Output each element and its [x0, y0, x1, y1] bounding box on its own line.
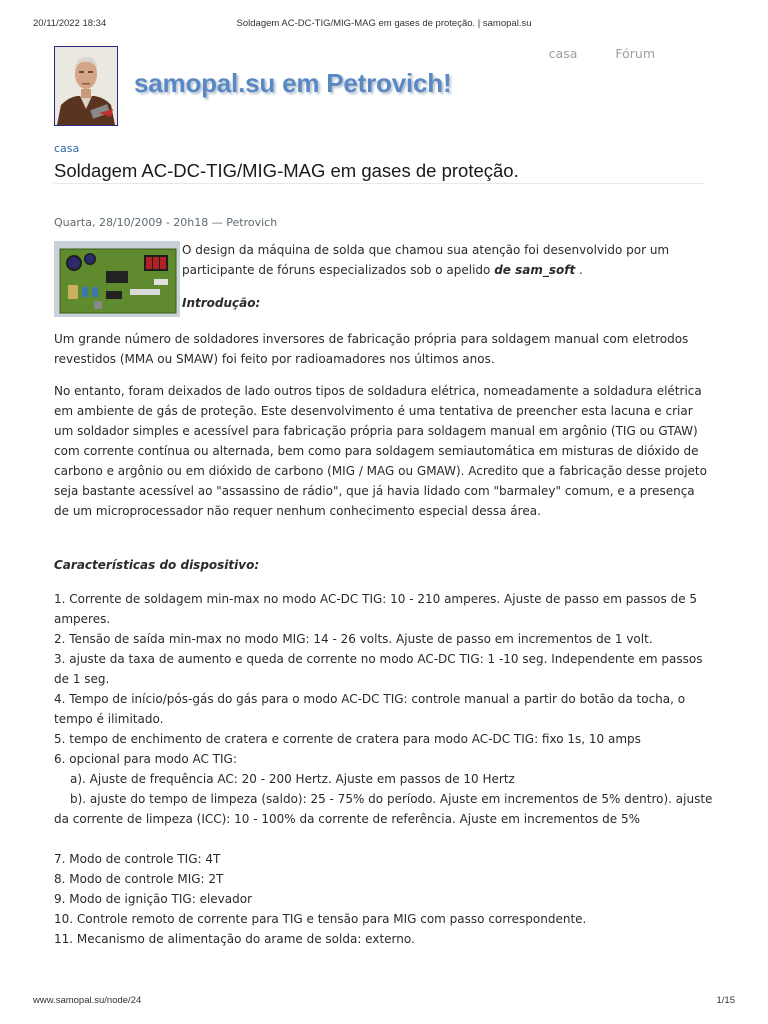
- page-number: 1/15: [716, 995, 735, 1006]
- features-list: [54, 589, 714, 949]
- list-item: 8. Modo de controle MIG: 2T: [54, 872, 224, 886]
- list-item: 5. tempo de enchimento de cratera e corrente de cratera para modo AC-DC TIG: fixo 1s, 10 amps: [54, 732, 641, 746]
- list-item: 7. Modo de controle TIG: 4T: [54, 852, 221, 866]
- breadcrumb[interactable]: casa: [54, 142, 80, 155]
- body-paragraph-1: Um grande número de soldadores inversores de fabricação própria para soldagem manual com eletrodos revestidos (MMA ou SMAW) foi feito por radioamadores nos últimos anos.: [54, 332, 689, 366]
- intro-text: O design da máquina de solda que chamou sua atenção foi desenvolvido por um participante de fóruns especializados sob o apelido: [182, 243, 670, 277]
- list-subitem-a: a). Ajuste de frequência AC: 20 - 200 Hertz. Ajuste em passos de 10 Hertz: [70, 772, 515, 786]
- page-title: Soldagem AC-DC-TIG/MIG-MAG em gases de proteção.: [54, 160, 519, 181]
- author-nickname: de sam_soft: [494, 263, 576, 277]
- site-logo-photo[interactable]: [54, 46, 118, 126]
- list-item: 4. Tempo de início/pós-gás do gás para o modo AC-DC TIG: controle manual a partir do botão da tocha, o tempo é ilimitado.: [54, 692, 686, 726]
- list-item: 6. opcional para modo AC TIG:: [54, 752, 237, 766]
- print-doc-title: Soldagem AC-DC-TIG/MIG-MAG em gases de proteção. | samopal.su: [236, 18, 532, 29]
- list-item: 3. ajuste da taxa de aumento e queda de corrente no modo AC-DC TIG: 1 -10 seg. Independente em passos de 1 seg.: [54, 652, 703, 686]
- site-name[interactable]: samopal.su em Petrovich!: [134, 68, 452, 98]
- list-subitem-b: b). ajuste do tempo de limpeza (saldo): 25 - 75% do período. Ajuste em incrementos de 5% dentro). ajuste da corrente de limpeza (ICC): 10 - 100% da corrente de referência. Ajuste em incrementos de 5%: [54, 792, 713, 826]
- features-heading: Características do dispositivo:: [54, 558, 260, 572]
- title-divider: [54, 183, 704, 184]
- print-header: [33, 18, 735, 32]
- post-meta: Quarta, 28/10/2009 - 20h18 — Petrovich: [54, 216, 278, 229]
- nav-link-home[interactable]: casa: [548, 46, 578, 61]
- print-timestamp: 20/11/2022 18:34: [33, 18, 107, 29]
- print-footer: [33, 995, 735, 1009]
- nav-link-forum[interactable]: Fórum: [615, 46, 655, 61]
- intro-end: .: [575, 263, 583, 277]
- list-item: 9. Modo de ignição TIG: elevador: [54, 892, 253, 906]
- list-item: 10. Controle remoto de corrente para TIG e tensão para MIG com passo correspondente.: [54, 912, 587, 926]
- print-url: www.samopal.su/node/24: [33, 995, 142, 1006]
- body-paragraph-2: No entanto, foram deixados de lado outros tipos de soldadura elétrica, nomeadamente a soldadura elétrica em ambiente de gás de proteção. Este desenvolvimento é uma tentativa de preencher esta lacuna e criar um soldador simples e acessível para fabricação própria para soldagem manual em argônio (TIG ou GTAW) com corrente contínua ou alternada, bem como para soldagem semiautomática em misturas de dióxido de carbono e argônio ou em dióxido de carbono (MIG / MAG ou GMAW). Acredito que a fabricação desse projeto seja bastante acessível ao "assassino de rádio", que já havia lidado com "barmaley" comum, e a presença de um microprocessador não requer nenhum conhecimento especial dessa área.: [54, 384, 707, 518]
- list-item: 11. Mecanismo de alimentação do arame de solda: externo.: [54, 932, 415, 946]
- intro-heading: Introdução:: [182, 296, 261, 310]
- circuit-board-image[interactable]: [54, 241, 180, 317]
- top-navigation: [515, 46, 655, 61]
- list-item: 2. Tensão de saída min-max no modo MIG: 14 - 26 volts. Ajuste de passo em incrementos de 1 volt.: [54, 632, 653, 646]
- list-item: 1. Corrente de soldagem min-max no modo AC-DC TIG: 10 - 210 amperes. Ajuste de passo em passos de 5 amperes.: [54, 592, 698, 626]
- intro-paragraph: [182, 240, 702, 280]
